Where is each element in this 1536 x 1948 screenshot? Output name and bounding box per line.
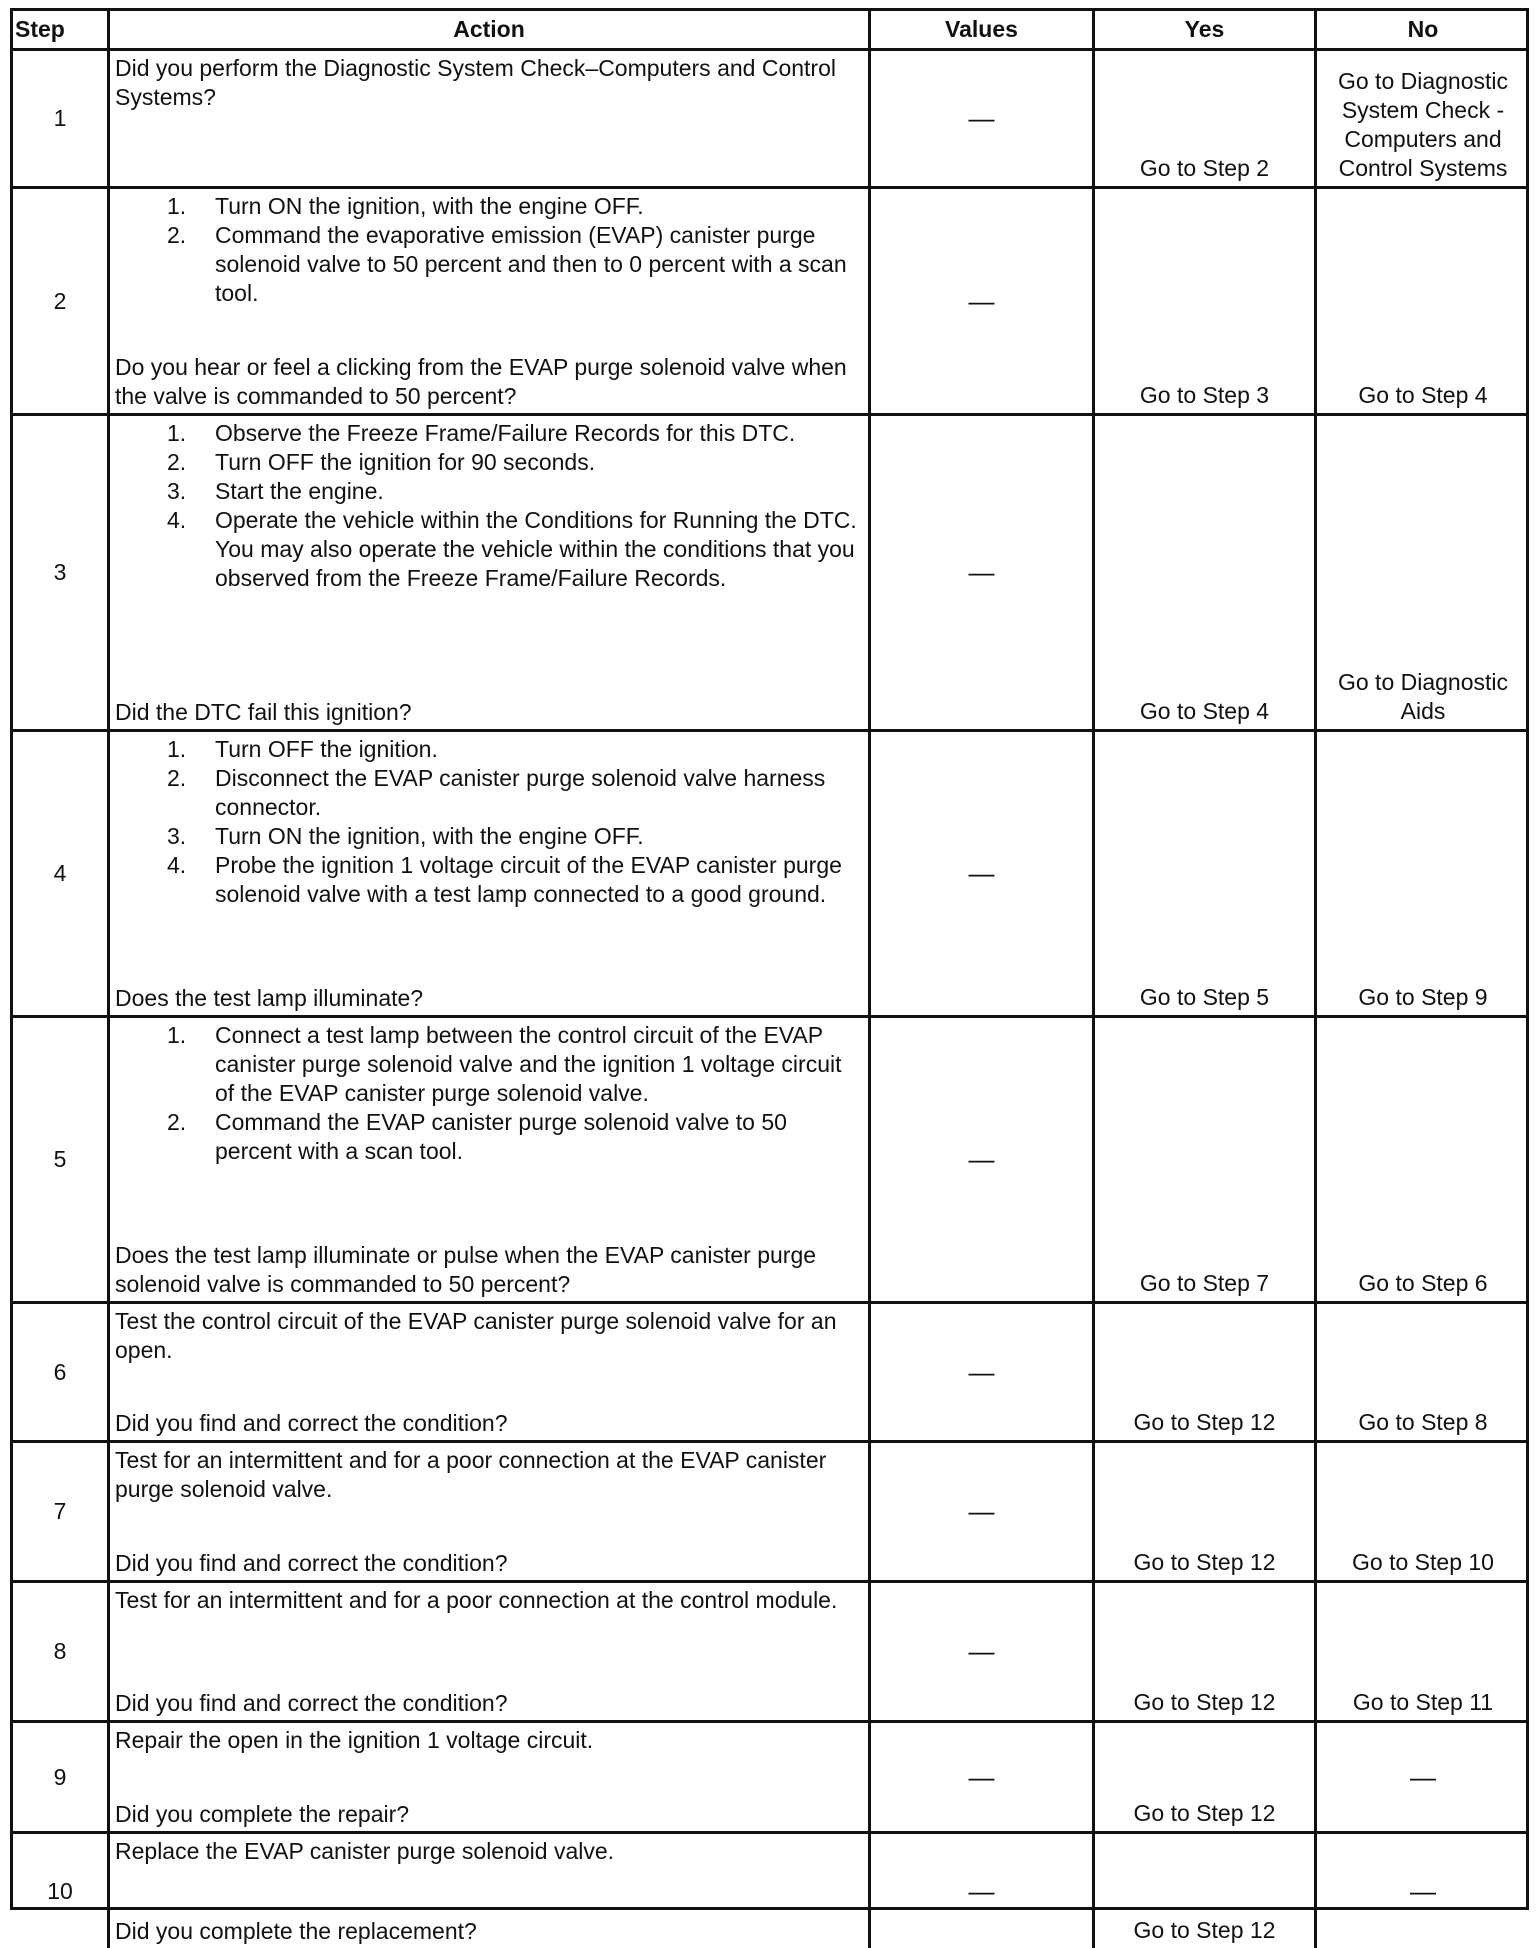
table-row bbox=[13, 1304, 1526, 1443]
step-number: 8 bbox=[13, 1583, 110, 1720]
action-instructions bbox=[115, 1586, 864, 1615]
list-item-number: 3. bbox=[167, 478, 187, 504]
values-cell: — bbox=[871, 1723, 1095, 1831]
list-item bbox=[115, 822, 864, 851]
action-instructions bbox=[115, 1726, 864, 1755]
list-item-text: Connect a test lamp between the control circuit of the EVAP canister purge solenoid valve and the ignition 1 voltage circuit of the EVAP canister purge solenoid valve. bbox=[215, 1022, 842, 1106]
yes-cell: Go to Step 5 bbox=[1095, 732, 1317, 1015]
no-cell: Go to Step 4 bbox=[1358, 382, 1488, 408]
action-text: Test for an intermittent and for a poor connection at the control module. bbox=[115, 1587, 838, 1613]
list-item bbox=[115, 192, 864, 221]
no-cell: Go to Step 10 bbox=[1352, 1549, 1494, 1575]
action-question: Did you find and correct the condition? bbox=[115, 1410, 508, 1436]
list-item-text: Turn ON the ignition, with the engine OFF. bbox=[215, 823, 644, 849]
list-item bbox=[115, 448, 864, 477]
yes-cell: Go to Step 12 bbox=[1095, 1304, 1317, 1440]
action-text: Test the control circuit of the EVAP canister purge solenoid valve for an open. bbox=[115, 1308, 837, 1363]
no-cell: Go to Step 8 bbox=[1358, 1409, 1488, 1435]
no-cell: Go to Step 9 bbox=[1358, 984, 1488, 1010]
action-question: Did you find and correct the condition? bbox=[115, 1550, 508, 1576]
list-item-number: 1. bbox=[167, 1022, 187, 1048]
list-item bbox=[115, 419, 864, 448]
action-instructions bbox=[115, 419, 864, 593]
list-item-text: Observe the Freeze Frame/Failure Records for this DTC. bbox=[215, 420, 796, 446]
action-question: Did you find and correct the condition? bbox=[115, 1690, 508, 1716]
yes-cell: Go to Step 7 bbox=[1095, 1018, 1317, 1301]
yes-cell: Go to Step 3 bbox=[1095, 189, 1317, 413]
list-item-text: Disconnect the EVAP canister purge solenoid valve harness connector. bbox=[215, 765, 826, 820]
action-cell bbox=[110, 1018, 871, 1301]
action-instructions bbox=[115, 1837, 864, 1866]
table-row bbox=[13, 189, 1526, 416]
step-number: 4 bbox=[13, 732, 110, 1015]
values-cell: — bbox=[871, 1583, 1095, 1720]
diagnostic-table bbox=[10, 8, 1529, 1944]
action-text: Test for an intermittent and for a poor connection at the EVAP canister purge solenoid valve. bbox=[115, 1447, 827, 1502]
no-cell: — bbox=[1410, 1761, 1436, 1792]
action-cell bbox=[110, 1834, 871, 1948]
list-item-number: 1. bbox=[167, 193, 187, 219]
header-yes: Yes bbox=[1095, 11, 1317, 48]
step-number: 6 bbox=[13, 1304, 110, 1440]
table-row bbox=[13, 51, 1526, 189]
action-text: Replace the EVAP canister purge solenoid valve. bbox=[115, 1838, 615, 1864]
action-instructions bbox=[115, 192, 864, 308]
list-item bbox=[115, 764, 864, 822]
list-item-text: Turn OFF the ignition for 90 seconds. bbox=[215, 449, 596, 475]
values-cell: — bbox=[871, 1834, 1095, 1948]
action-instructions bbox=[115, 1021, 864, 1166]
yes-cell: Go to Step 12 bbox=[1095, 1834, 1317, 1948]
step-number: 9 bbox=[13, 1723, 110, 1831]
yes-cell: Go to Step 12 bbox=[1095, 1583, 1317, 1720]
values-cell: — bbox=[871, 51, 1095, 186]
values-cell: — bbox=[871, 1018, 1095, 1301]
values-cell: — bbox=[871, 1443, 1095, 1580]
header-no: No bbox=[1407, 16, 1439, 42]
step-number: 2 bbox=[13, 189, 110, 413]
list-item-text: Probe the ignition 1 voltage circuit of the EVAP canister purge solenoid valve with a test lamp connected to a good ground. bbox=[215, 852, 842, 907]
list-item bbox=[115, 506, 864, 593]
no-cell: Go to Diagnostic Aids bbox=[1337, 669, 1509, 724]
list-item bbox=[115, 735, 864, 764]
step-number: 3 bbox=[13, 416, 110, 729]
yes-cell: Go to Step 12 bbox=[1095, 1443, 1317, 1580]
list-item bbox=[115, 1108, 864, 1166]
table-row bbox=[13, 1583, 1526, 1723]
action-question: Does the test lamp illuminate? bbox=[115, 985, 424, 1011]
list-item-number: 1. bbox=[167, 736, 187, 762]
action-cell bbox=[110, 416, 871, 729]
action-question: Did you complete the repair? bbox=[115, 1801, 410, 1827]
action-text: Repair the open in the ignition 1 voltage circuit. bbox=[115, 1727, 594, 1753]
no-cell: Go to Step 11 bbox=[1352, 1689, 1494, 1715]
yes-cell: Go to Step 2 bbox=[1095, 51, 1317, 186]
values-cell: — bbox=[871, 1304, 1095, 1440]
step-number: 7 bbox=[13, 1443, 110, 1580]
list-item-number: 4. bbox=[167, 507, 187, 533]
list-item-text: Turn ON the ignition, with the engine OFF. bbox=[215, 193, 644, 219]
values-cell: — bbox=[871, 416, 1095, 729]
action-instructions bbox=[115, 1446, 864, 1504]
action-steps-list bbox=[115, 735, 864, 909]
list-item-number: 3. bbox=[167, 823, 187, 849]
action-instructions bbox=[115, 54, 864, 112]
header-action: Action bbox=[110, 11, 871, 48]
action-question: Did you complete the replacement? bbox=[115, 1918, 477, 1944]
list-item-text: Command the evaporative emission (EVAP) canister purge solenoid valve to 50 percent and then to 0 percent with a scan tool. bbox=[215, 222, 847, 306]
table-row bbox=[13, 1834, 1526, 1948]
action-cell bbox=[110, 1304, 871, 1440]
step-number: 5 bbox=[13, 1018, 110, 1301]
action-cell bbox=[110, 189, 871, 413]
yes-cell: Go to Step 12 bbox=[1095, 1723, 1317, 1831]
list-item-text: Command the EVAP canister purge solenoid valve to 50 percent with a scan tool. bbox=[215, 1109, 787, 1164]
table-row bbox=[13, 732, 1526, 1018]
no-cell: Go to Diagnostic System Check - Computers and Control Systems bbox=[1337, 68, 1509, 181]
list-item-number: 1. bbox=[167, 420, 187, 446]
action-cell bbox=[110, 732, 871, 1015]
table-row bbox=[13, 1018, 1526, 1304]
list-item-number: 2. bbox=[167, 222, 187, 248]
yes-cell: Go to Step 4 bbox=[1095, 416, 1317, 729]
action-steps-list bbox=[115, 192, 864, 308]
list-item bbox=[115, 477, 864, 506]
values-cell: — bbox=[871, 189, 1095, 413]
list-item-number: 2. bbox=[167, 765, 187, 791]
no-cell: — bbox=[1410, 1875, 1436, 1906]
list-item bbox=[115, 221, 864, 308]
values-cell: — bbox=[871, 732, 1095, 1015]
list-item-number: 4. bbox=[167, 852, 187, 878]
list-item bbox=[115, 851, 864, 909]
action-steps-list bbox=[115, 1021, 864, 1166]
action-instructions bbox=[115, 735, 864, 909]
table-header-row bbox=[13, 11, 1526, 51]
action-text: Did you perform the Diagnostic System Check–Computers and Control Systems? bbox=[115, 55, 836, 110]
action-question: Does the test lamp illuminate or pulse when the EVAP canister purge solenoid valve is commanded to 50 percent? bbox=[115, 1242, 817, 1297]
action-cell bbox=[110, 1723, 871, 1831]
list-item-text: Start the engine. bbox=[215, 478, 384, 504]
action-cell bbox=[110, 1443, 871, 1580]
list-item bbox=[115, 1021, 864, 1108]
table-row bbox=[13, 1723, 1526, 1834]
step-number: 10 bbox=[13, 1834, 110, 1948]
action-cell bbox=[110, 1583, 871, 1720]
table-row bbox=[13, 416, 1526, 732]
action-cell bbox=[110, 51, 871, 186]
step-number: 1 bbox=[13, 51, 110, 186]
list-item-number: 2. bbox=[167, 1109, 187, 1135]
list-item-text: Turn OFF the ignition. bbox=[215, 736, 438, 762]
list-item-text: Operate the vehicle within the Conditions for Running the DTC. You may also operate the vehicle within the conditions that you observed from the Freeze Frame/Failure Records. bbox=[215, 507, 857, 591]
action-instructions bbox=[115, 1307, 864, 1365]
diagnostic-document bbox=[10, 8, 1529, 1944]
no-cell: Go to Step 6 bbox=[1358, 1270, 1488, 1296]
list-item-number: 2. bbox=[167, 449, 187, 475]
table-row bbox=[13, 1443, 1526, 1583]
header-step: Step bbox=[13, 11, 110, 48]
action-steps-list bbox=[115, 419, 864, 593]
action-question: Did the DTC fail this ignition? bbox=[115, 699, 412, 725]
action-question: Do you hear or feel a clicking from the EVAP purge solenoid valve when the valve is commanded to 50 percent? bbox=[115, 354, 847, 409]
header-values: Values bbox=[871, 11, 1095, 48]
